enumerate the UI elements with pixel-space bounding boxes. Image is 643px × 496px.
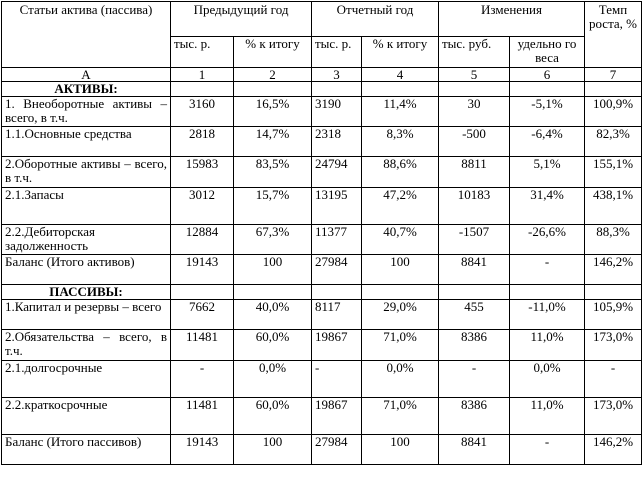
cell-col-2: 83,5% [234,157,312,188]
table-row [2,255,642,285]
subheader-rep-ths: тыс. р. [312,37,362,68]
cell-col-1: 7662 [171,300,234,330]
cell-col-4: 71,0% [362,330,439,361]
cell-col-1: 3012 [171,188,234,225]
column-index-row [2,68,642,82]
cell-col-1: 3160 [171,97,234,127]
cell-col-4: 11,4% [362,97,439,127]
column-index: 7 [585,68,642,82]
table-row [2,361,642,398]
cell-col-7: 82,3% [585,127,642,157]
table-row [2,127,642,157]
cell-col-3: 19867 [312,330,362,361]
cell-col-6: -5,1% [510,97,585,127]
cell-col-5: 30 [439,97,510,127]
cell-col-1: 15983 [171,157,234,188]
cell-col-2: 67,3% [234,225,312,255]
cell-col-3: 19867 [312,398,362,435]
cell-col-6: 11,0% [510,330,585,361]
row-label: 1.1.Основные средства [2,127,171,157]
column-index: 1 [171,68,234,82]
cell-col-3: 27984 [312,435,362,465]
cell-col-1: 12884 [171,225,234,255]
header-row [2,2,642,37]
cell-col-6: 5,1% [510,157,585,188]
cell-col-4: 47,2% [362,188,439,225]
cell-col-5: 8841 [439,255,510,285]
table-row [2,188,642,225]
cell-col-3: - [312,361,362,398]
column-index: 5 [439,68,510,82]
cell-col-2: 40,0% [234,300,312,330]
row-label: 2.1.долгосрочные [2,361,171,398]
cell-col-7: 173,0% [585,330,642,361]
cell-col-5: 8386 [439,330,510,361]
subheader-prev-pct: % к итогу [234,37,312,68]
table-row [2,330,642,361]
cell-col-7: 88,3% [585,225,642,255]
row-label: 1. Внеоборотные активы – всего, в т.ч. [2,97,171,127]
cell-col-2: 60,0% [234,398,312,435]
cell-col-5: -500 [439,127,510,157]
cell-col-2: 60,0% [234,330,312,361]
cell-col-3: 24794 [312,157,362,188]
column-index: 3 [312,68,362,82]
cell-col-6: 11,0% [510,398,585,435]
cell-col-6: -26,6% [510,225,585,255]
cell-col-5: -1507 [439,225,510,255]
cell-col-3: 3190 [312,97,362,127]
cell-col-3: 27984 [312,255,362,285]
cell-col-3: 8117 [312,300,362,330]
cell-col-7: 105,9% [585,300,642,330]
row-label: 1.Капитал и резервы – всего [2,300,171,330]
cell-col-5: 10183 [439,188,510,225]
cell-col-4: 29,0% [362,300,439,330]
balance-table [1,1,642,465]
cell-col-7: 173,0% [585,398,642,435]
header-growth: Темп роста, % [585,2,642,68]
header-prev-year: Предыдущий год [171,2,312,37]
cell-col-4: 8,3% [362,127,439,157]
cell-col-7: - [585,361,642,398]
cell-col-6: -11,0% [510,300,585,330]
row-label: 2.1.Запасы [2,188,171,225]
cell-col-5: 8841 [439,435,510,465]
section-title-assets: АКТИВЫ: [2,82,171,97]
cell-col-1: 11481 [171,398,234,435]
column-index: 4 [362,68,439,82]
header-item: Статьи актива (пассива) [2,2,171,68]
cell-col-3: 2318 [312,127,362,157]
row-label: 2.2.краткосрочные [2,398,171,435]
cell-col-4: 88,6% [362,157,439,188]
table-row [2,225,642,255]
table-row [2,157,642,188]
column-index: 2 [234,68,312,82]
cell-col-3: 13195 [312,188,362,225]
section-title-liabilities: ПАССИВЫ: [2,285,171,300]
cell-col-6: -6,4% [510,127,585,157]
column-index: 6 [510,68,585,82]
cell-col-1: 11481 [171,330,234,361]
subheader-rep-pct: % к итогу [362,37,439,68]
row-label: 2.2.Дебиторская задолженность [2,225,171,255]
cell-col-1: - [171,361,234,398]
cell-col-5: - [439,361,510,398]
table-row [2,97,642,127]
row-label: 2.Оборотные активы – всего, в т.ч. [2,157,171,188]
row-label: 2.Обязательства – всего, в т.ч. [2,330,171,361]
cell-col-2: 16,5% [234,97,312,127]
header-changes: Изменения [439,2,585,37]
cell-col-5: 455 [439,300,510,330]
cell-col-1: 2818 [171,127,234,157]
cell-col-4: 71,0% [362,398,439,435]
subheader-chg-ths: тыс. руб. [439,37,510,68]
cell-col-5: 8811 [439,157,510,188]
row-label: Баланс (Итого активов) [2,255,171,285]
cell-col-7: 155,1% [585,157,642,188]
cell-col-4: 100 [362,435,439,465]
cell-col-5: 8386 [439,398,510,435]
cell-col-6: - [510,255,585,285]
table-row [2,398,642,435]
cell-col-2: 15,7% [234,188,312,225]
cell-col-1: 19143 [171,435,234,465]
cell-col-4: 40,7% [362,225,439,255]
cell-col-6: - [510,435,585,465]
cell-col-2: 0,0% [234,361,312,398]
table-row [2,435,642,465]
row-label: Баланс (Итого пассивов) [2,435,171,465]
cell-col-7: 438,1% [585,188,642,225]
cell-col-4: 100 [362,255,439,285]
cell-col-3: 11377 [312,225,362,255]
cell-col-6: 31,4% [510,188,585,225]
cell-col-1: 19143 [171,255,234,285]
cell-col-7: 100,9% [585,97,642,127]
cell-col-6: 0,0% [510,361,585,398]
table-row [2,300,642,330]
section-row-assets [2,82,642,97]
cell-col-2: 100 [234,435,312,465]
cell-col-4: 0,0% [362,361,439,398]
header-report-year: Отчетный год [312,2,439,37]
cell-col-2: 14,7% [234,127,312,157]
column-index: А [2,68,171,82]
subheader-chg-share: удельно го веса [510,37,585,68]
subheader-prev-ths: тыс. р. [171,37,234,68]
cell-col-7: 146,2% [585,255,642,285]
cell-col-7: 146,2% [585,435,642,465]
section-row-liabilities [2,285,642,300]
cell-col-2: 100 [234,255,312,285]
